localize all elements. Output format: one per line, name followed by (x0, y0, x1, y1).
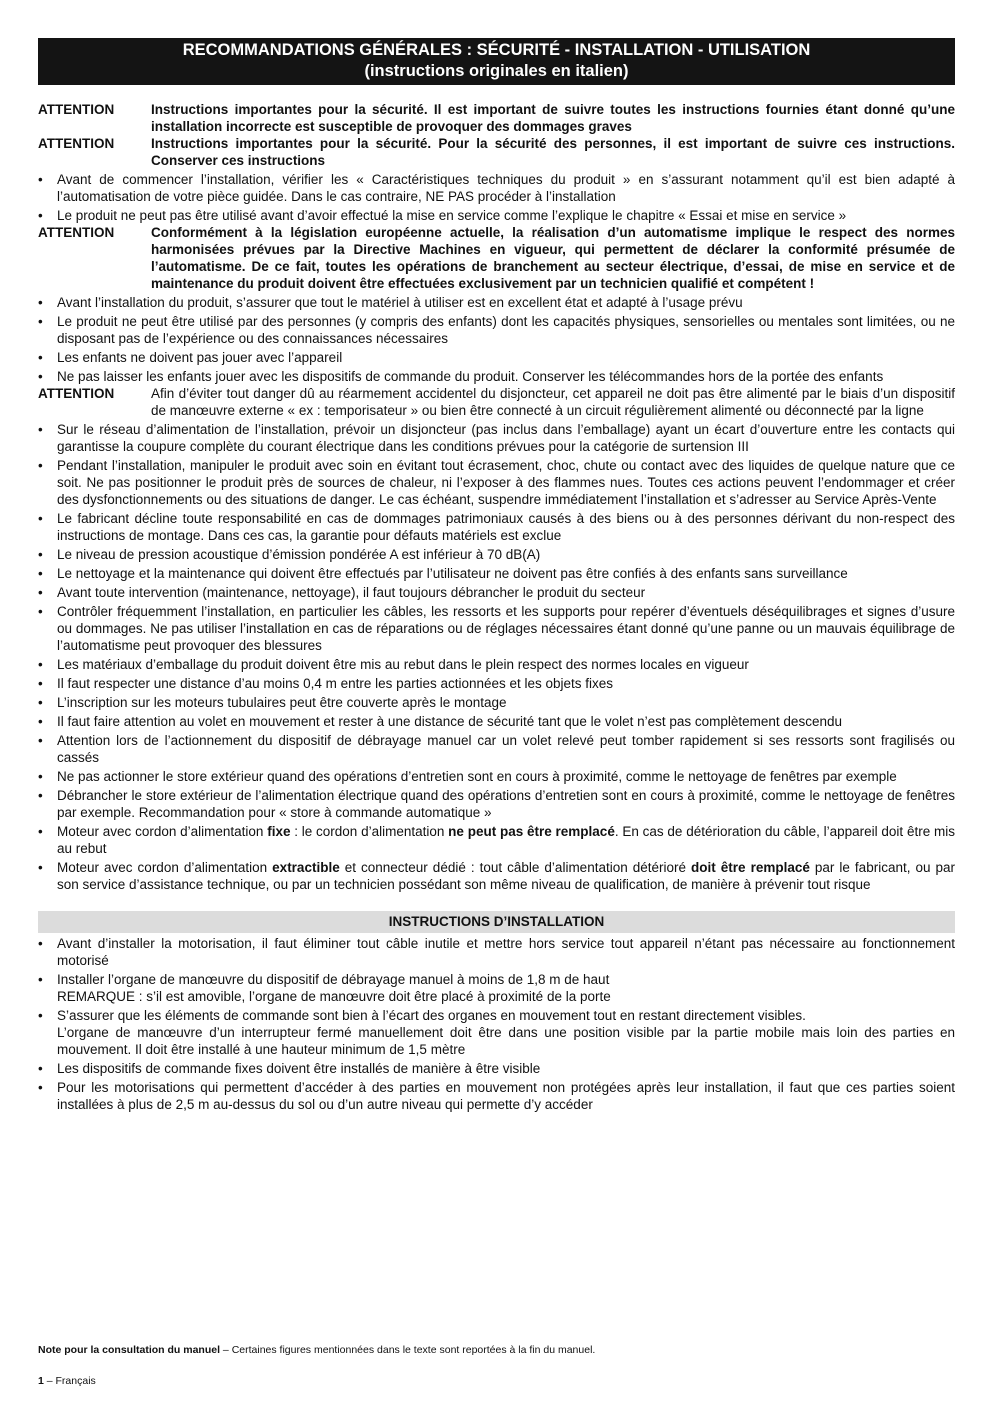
bullet-text: Il faut respecter une distance d’au moins 0,4 m entre les parties actionnées et les objets fixes (57, 676, 614, 691)
page-number: 1 (38, 1375, 44, 1387)
attention-text: Afin d’éviter tout danger dû au réarmement accidentel du disjoncteur, cet appareil ne doit pas être alimenté par le biais d’un dispositif de manœuvre externe « ex : temporisateur » ou bien être connecté à un circuit régulièrement alimenté ou déconnecté par la ligne (151, 386, 955, 418)
text-line: Installer l’organe de manœuvre du dispositif de débrayage manuel à moins de 1,8 m de haut (57, 972, 610, 987)
bullet-icon: • (38, 585, 43, 600)
bullet-item (38, 1058, 955, 1077)
bullet-item (38, 766, 955, 785)
bullet-item (38, 711, 955, 730)
bullet-item (38, 601, 955, 654)
bullet-icon: • (38, 458, 43, 473)
bullet-text: Avant de commencer l’installation, vérifier les « Caractéristiques techniques du produit » en s’assurant notamment qu’il est bien adapté à l’automatisation de votre pièce guidée. Dans le cas contraire, NE PAS procéder à l’installation (57, 172, 955, 204)
bullet-text: Avant toute intervention (maintenance, nettoyage), il faut toujours débrancher le produit du secteur (57, 585, 646, 600)
document-page (38, 38, 955, 1113)
attention-block (38, 135, 955, 169)
bullet-icon: • (38, 369, 43, 384)
manual-consultation-note (38, 1343, 595, 1357)
bold-text-run: ne peut pas être remplacé (448, 824, 615, 839)
bullet-item (38, 169, 955, 205)
bullet-text: Les matériaux d’emballage du produit doivent être mis au rebut dans le plein respect des normes locales en vigueur (57, 657, 749, 672)
bullet-item (38, 366, 955, 385)
bullet-item (38, 508, 955, 544)
bullet-icon: • (38, 769, 43, 784)
bullet-text (57, 971, 955, 1005)
text-run: Moteur avec cordon d’alimentation (57, 824, 268, 839)
bullet-item (38, 1005, 955, 1058)
bullet-icon: • (38, 695, 43, 710)
bullet-text: Le fabricant décline toute responsabilité en cas de dommages patrimoniaux causés à des biens ou à des personnes dérivant du non-respect des instructions de montage. Dans ces cas, la garantie pour défauts matériels est exclue (57, 511, 955, 543)
bullet-item (38, 455, 955, 508)
bullet-text (57, 823, 955, 857)
attention-block (38, 224, 955, 292)
bullet-item (38, 857, 955, 893)
bullet-item (38, 1077, 955, 1113)
attention-block (38, 101, 955, 135)
bullet-text: L’inscription sur les moteurs tubulaires peut être couverte après le montage (57, 695, 507, 710)
bullet-text: Ne pas actionner le store extérieur quand des opérations d’entretien sont en cours à proximité, comme le nettoyage de fenêtres par exemple (57, 769, 897, 784)
bullet-item (38, 544, 955, 563)
document-subtitle: (instructions originales en italien) (364, 62, 629, 80)
document-title: RECOMMANDATIONS GÉNÉRALES : SÉCURITÉ - INSTALLATION - UTILISATION (182, 41, 811, 59)
attention-label: ATTENTION (38, 225, 115, 240)
bullet-item (38, 969, 955, 1005)
bullet-item (38, 692, 955, 711)
bullet-text: Les enfants ne doivent pas jouer avec l’appareil (57, 350, 343, 365)
bullet-item (38, 933, 955, 969)
bullet-icon: • (38, 936, 43, 951)
bullet-item (38, 654, 955, 673)
bullet-icon: • (38, 657, 43, 672)
bullet-text: Il faut faire attention au volet en mouvement et rester à une distance de sécurité tant que le volet n’est pas complètement descendu (57, 714, 842, 729)
attention-text: Conformément à la législation européenne actuelle, la réalisation d’un automatisme implique le respect des normes harmonisées prévues par la Directive Machines en vigueur, qui permettent de déclarer la conformité présumée de l’automatisme. De ce fait, toutes les opérations de branchement au secteur électrique, d’essai, de mise en service et de maintenance du produit doivent être effectuées exclusivement par un technicien qualifié et compétent ! (151, 225, 955, 291)
bullet-icon: • (38, 422, 43, 437)
bold-text-run: extractible (272, 860, 340, 875)
bullet-item (38, 311, 955, 347)
attention-block (38, 385, 955, 419)
note-label: Note pour la consultation du manuel (38, 1344, 221, 1356)
bullet-icon: • (38, 676, 43, 691)
bullet-icon: • (38, 511, 43, 526)
bullet-item (38, 563, 955, 582)
bullet-icon: • (38, 566, 43, 581)
bullet-icon: • (38, 1080, 43, 1095)
text-line: S’assurer que les éléments de commande sont bien à l’écart des organes en mouvement tout en restant directement visibles. (57, 1008, 806, 1023)
bullet-text: Pour les motorisations qui permettent d’accéder à des parties en mouvement non protégées après leur installation, il faut que ces parties soient installées à plus de 2,5 m au-dessus du sol ou d’un autre niveau qui permette d’y accéder (57, 1080, 955, 1112)
bullet-text (57, 1007, 955, 1058)
document-title-banner (38, 38, 955, 85)
attention-label: ATTENTION (38, 102, 115, 117)
bullet-text: Le produit ne peut être utilisé par des personnes (y compris des enfants) dont les capacités physiques, sensorielles ou mentales sont limitées, ou ne disposant pas de l’expérience ou des connaissances nécessaires (57, 314, 955, 346)
bold-text-run: fixe (267, 824, 291, 839)
installation-section-header: INSTRUCTIONS D’INSTALLATION (38, 911, 955, 933)
text-run: par le fabricant, ou par son service d’assistance technique, ou par un technicien possédant son même niveau de qualification, de manière à prévenir tout risque (57, 860, 956, 892)
bullet-text: Le produit ne peut pas être utilisé avant d’avoir effectué la mise en service comme l’explique le chapitre « Essai et mise en service » (57, 208, 847, 223)
text-run: . En cas de détérioration du câble, l’appareil doit être mis au rebut (57, 824, 955, 856)
bullet-item (38, 673, 955, 692)
bullet-text: Les dispositifs de commande fixes doivent être installés de manière à être visible (57, 1061, 541, 1076)
bold-text-run: doit être remplacé (691, 860, 810, 875)
bullet-text (57, 859, 955, 893)
bullet-icon: • (38, 824, 43, 839)
bullet-item (38, 821, 955, 857)
bullet-icon: • (38, 733, 43, 748)
bullet-item (38, 785, 955, 821)
bullet-text: Débrancher le store extérieur de l’alimentation électrique quand des opérations d’entretien sont en cours à proximité, comme le nettoyage de fenêtres par exemple. Recommandation pour « store à commande automatique » (57, 788, 955, 820)
text-run: et connecteur dédié : tout câble d’alimentation détérioré (339, 860, 692, 875)
bullet-icon: • (38, 972, 43, 987)
bullet-icon: • (38, 1008, 43, 1023)
page-footer (38, 1374, 96, 1388)
bullet-icon: • (38, 295, 43, 310)
note-text: – Certaines figures mentionnées dans le texte sont reportées à la fin du manuel. (220, 1344, 596, 1356)
attention-label: ATTENTION (38, 136, 115, 151)
page-language: – Français (43, 1375, 96, 1387)
bullet-item (38, 292, 955, 311)
bullet-text: Sur le réseau d’alimentation de l’installation, prévoir un disjoncteur (pas inclus dans l’emballage) ayant un écart d’ouverture entre les contacts qui garantisse la coupure complète du courant électrique dans les conditions prévues pour la catégorie de surtension III (57, 422, 955, 454)
bullet-text: Ne pas laisser les enfants jouer avec les dispositifs de commande du produit. Conserver les télécommandes hors de la portée des enfants (57, 369, 884, 384)
bullet-text: Contrôler fréquemment l’installation, en particulier les câbles, les ressorts et les supports pour repérer d’éventuels déséquilibrages et signes d’usure ou dommages. Ne pas utiliser l’installation en cas de réparations ou de réglages nécessaires étant donné qu’une panne ou un mauvais équilibrage de l’automatisme peut provoquer des blessures (57, 604, 955, 653)
bullet-item (38, 205, 955, 224)
bullet-text: Le nettoyage et la maintenance qui doivent être effectués par l’utilisateur ne doivent pas être confiés à des enfants sans surveillance (57, 566, 848, 581)
bullet-icon: • (38, 1061, 43, 1076)
bullet-icon: • (38, 714, 43, 729)
text-run: Moteur avec cordon d’alimentation (57, 860, 273, 875)
attention-label: ATTENTION (38, 386, 115, 401)
installation-section (38, 933, 955, 1113)
bullet-icon: • (38, 547, 43, 562)
bullet-icon: • (38, 172, 43, 187)
bullet-icon: • (38, 604, 43, 619)
bullet-item (38, 419, 955, 455)
bullet-item (38, 582, 955, 601)
bullet-item (38, 730, 955, 766)
bullet-icon: • (38, 208, 43, 223)
bullet-icon: • (38, 314, 43, 329)
bullet-icon: • (38, 350, 43, 365)
bullet-item (38, 347, 955, 366)
text-line: L’organe de manœuvre d’un interrupteur fermé manuellement doit être dans une position visible par la partie mobile mais loin des parties en mouvement. Il doit être installé à une hauteur minimum de 1,5 mètre (57, 1025, 955, 1057)
bullet-text: Le niveau de pression acoustique d’émission pondérée A est inférieur à 70 dB(A) (57, 547, 541, 562)
bullet-icon: • (38, 788, 43, 803)
bullet-text: Avant l’installation du produit, s’assurer que tout le matériel à utiliser est en excellent état et adapté à l’usage prévu (57, 295, 743, 310)
general-recommendations-section (38, 101, 955, 893)
attention-text: Instructions importantes pour la sécurité. Il est important de suivre toutes les instructions fournies étant donné qu’une installation incorrecte est susceptible de provoquer des dommages graves (151, 102, 955, 134)
bullet-text: Attention lors de l’actionnement du dispositif de débrayage manuel car un volet relevé peut tomber rapidement si ses ressorts sont fragilisés ou cassés (57, 733, 955, 765)
text-run: : le cordon d’alimentation (290, 824, 449, 839)
remark-line: REMARQUE : s’il est amovible, l’organe de manœuvre doit être placé à proximité de la porte (57, 989, 611, 1004)
attention-text: Instructions importantes pour la sécurité. Pour la sécurité des personnes, il est important de suivre ces instructions. Conserver ces instructions (151, 136, 955, 168)
bullet-text: Pendant l’installation, manipuler le produit avec soin en évitant tout écrasement, choc, chute ou contact avec des liquides de quelque nature que ce soit. Ne pas positionner le produit près de sources de chaleur, ni l’exposer à des flammes nues. Toutes ces actions peuvent l’endommager et créer des dysfonctionnements ou des situations de danger. Le cas échéant, suspendre immédiatement l’installation et s’adresser au Service Après-Vente (57, 458, 955, 507)
bullet-text: Avant d’installer la motorisation, il faut éliminer tout câble inutile et mettre hors service tout appareil n’étant pas nécessaire au fonctionnement motorisé (57, 936, 955, 968)
bullet-icon: • (38, 860, 43, 875)
